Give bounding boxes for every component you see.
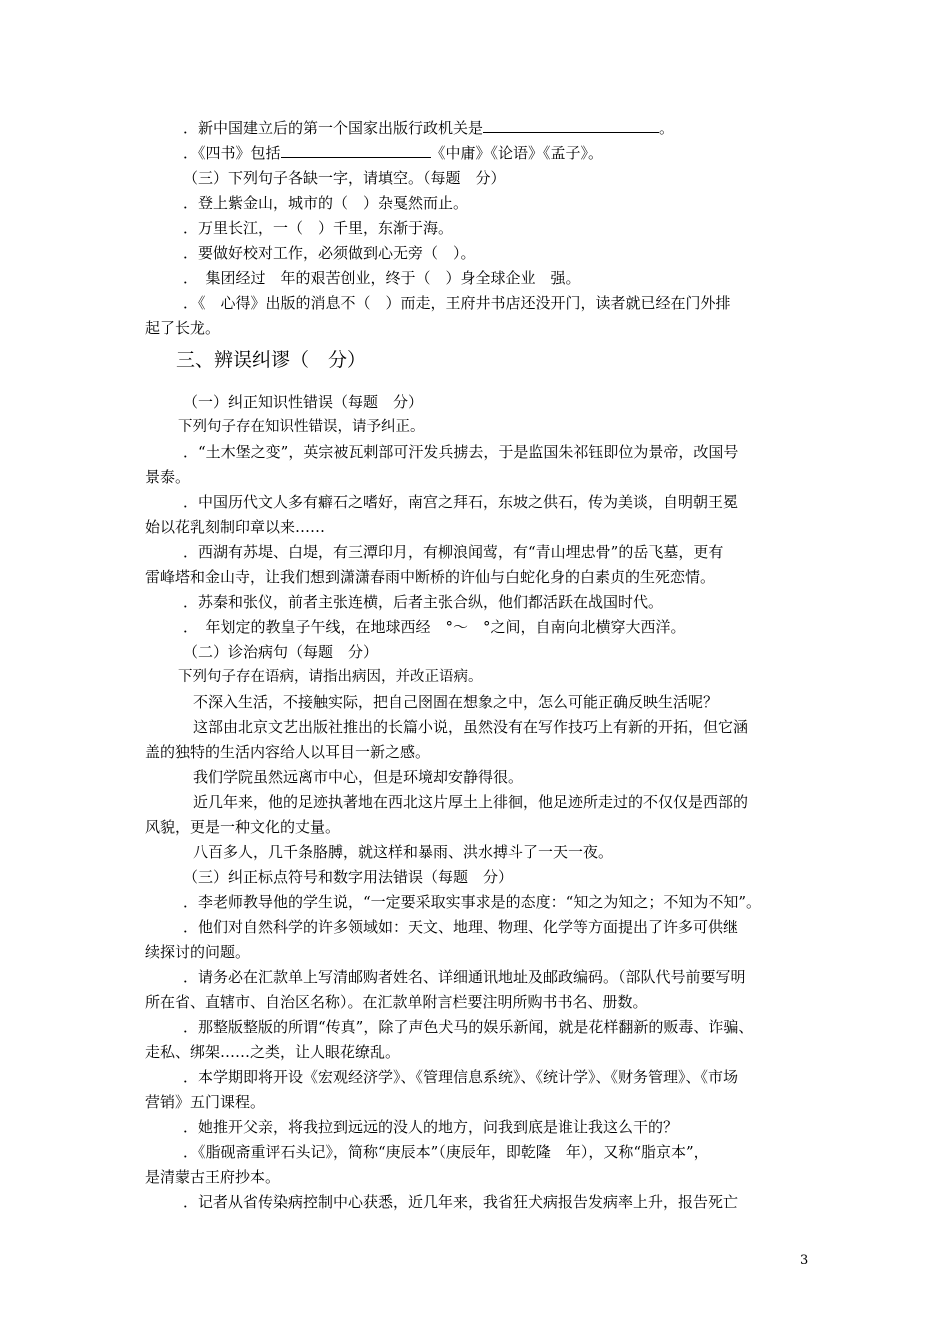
question-line: ．那整版整版的所谓“传真”，除了声色犬马的娱乐新闻，就是花样翻新的贩毒、诈骗、 [183,1018,754,1036]
page-number: 3 [800,1253,809,1268]
question-line: ．要做好校对工作，必须做到心无旁（ ）。 [183,244,476,262]
question-text: 。 [659,119,675,137]
question-line: 续探讨的问题。 [145,943,251,961]
section-heading: 三、辨误纠谬（ 分） [176,349,367,371]
question-text: ．新中国建立后的第一个国家出版行政机关是 [183,119,484,137]
question-line [183,118,855,138]
question-line: 始以花乳刻制印章以来…… [145,518,326,536]
question-line: 雷峰塔和金山寺，让我们想到潇潇春雨中断桥的许仙与白蛇化身的白素贞的生死恋情。 [145,568,716,586]
question-text: ．《四书》包括 [183,144,281,162]
question-line: ．苏秦和张仪，前者主张连横，后者主张合纵，他们都活跃在战国时代。 [183,593,664,611]
question-line: 近几年来，他的足迹执著地在西北这片厚土上徘徊，他足迹所走过的不仅仅是西部的 [193,793,749,811]
question-line: 营销》五门课程。 [145,1093,266,1111]
question-line: ．本学期即将开设《宏观经济学》、《管理信息系统》、《统计学》、《财务管理》、《市场 [183,1068,739,1086]
instruction-text: 下列句子存在知识性错误，请予纠正。 [178,419,425,435]
question-line: 风貌，更是一种文化的丈量。 [145,818,341,836]
question-line: 所在省、直辖市、自治区名称）。在汇款单附言栏要注明所购书书名、册数。 [145,993,648,1011]
question-line: 景泰。 [145,468,191,486]
question-line: ．记者从省传染病控制中心获悉，近几年来，我省狂犬病报告发病率上升，报告死亡 [183,1193,739,1211]
question-line: ．“土木堡之变”，英宗被瓦剌部可汗发兵掳去，于是监国朱祁钰即位为景帝，改国号 [183,443,739,461]
section-subheading: （三）下列句子各缺一字，请填空。（每题 分） [183,169,506,187]
question-line [183,143,855,163]
question-line: ．登上紫金山，城市的（ ）杂戛然而止。 [183,194,469,212]
question-line: 起了长龙。 [145,319,221,337]
question-line: 走私、绑架……之类，让人眼花缭乱。 [145,1043,401,1061]
instruction-text: 下列句子存在语病，请指出病因，并改正语病。 [178,669,483,685]
question-line: 盖的独特的生活内容给人以耳目一新之感。 [145,743,431,761]
answer-blank [281,143,431,158]
question-line: 八百多人，几千条胳膊，就这样和暴雨、洪水搏斗了一天一夜。 [193,843,614,861]
section-subheading: （二）诊治病句（每题 分） [183,643,379,661]
question-line: 不深入生活，不接触实际，把自己囹圄在想象之中，怎么可能正确反映生活呢？ [193,693,719,711]
section-subheading: （一）纠正知识性错误（每题 分） [183,393,424,411]
question-line: 我们学院虽然远离市中心，但是环境却安静得很。 [193,768,524,786]
question-line: 是清蒙古王府抄本。 [145,1168,281,1186]
question-line: ．《脂砚斋重评石头记》，简称“庚辰本”（庚辰年，即乾隆 年），又称“脂京本”， [183,1143,709,1161]
question-line: ． 集团经过 年的艰苦创业，终于（ ）身全球企业 强。 [183,269,581,287]
question-line: ．《 心得》出版的消息不（ ）而走，王府井书店还没开门，读者就已经在门外排 [183,294,731,312]
question-line: ．西湖有苏堤、白堤，有三潭印月，有柳浪闻莺，有“青山埋忠骨”的岳飞墓，更有 [183,543,724,561]
question-line: ．万里长江，一（ ）千里，东渐于海。 [183,219,454,237]
question-line: ．请务必在汇款单上写清邮购者姓名、详细通讯地址及邮政编码。（部队代号前要写明 [183,968,746,986]
question-line: ．他们对自然科学的许多领域如：天文、地理、物理、化学等方面提出了许多可供继 [183,918,739,936]
question-line: ．李老师教导他的学生说，“一定要采取实事求是的态度：“知之为知之；不知为不知”。 [183,893,762,911]
section-subheading: （三）纠正标点符号和数字用法错误（每题 分） [183,868,514,886]
answer-blank [483,118,659,133]
question-text: 《中庸》《论语》《孟子》。 [430,144,604,162]
question-line: 这部由北京文艺出版社推出的长篇小说，虽然没有在写作技巧上有新的开拓，但它涵 [193,718,749,736]
question-line: ． 年划定的教皇子午线，在地球西经 °～ °之间，自南向北横穿大西洋。 [183,618,686,636]
question-line: ．中国历代文人多有癖石之嗜好，南宫之拜石，东坡之供石，传为美谈，自明朝王冕 [183,493,739,511]
question-line: ．她推开父亲，将我拉到远远的没人的地方，问我到底是谁让我这么干的？ [183,1118,679,1136]
